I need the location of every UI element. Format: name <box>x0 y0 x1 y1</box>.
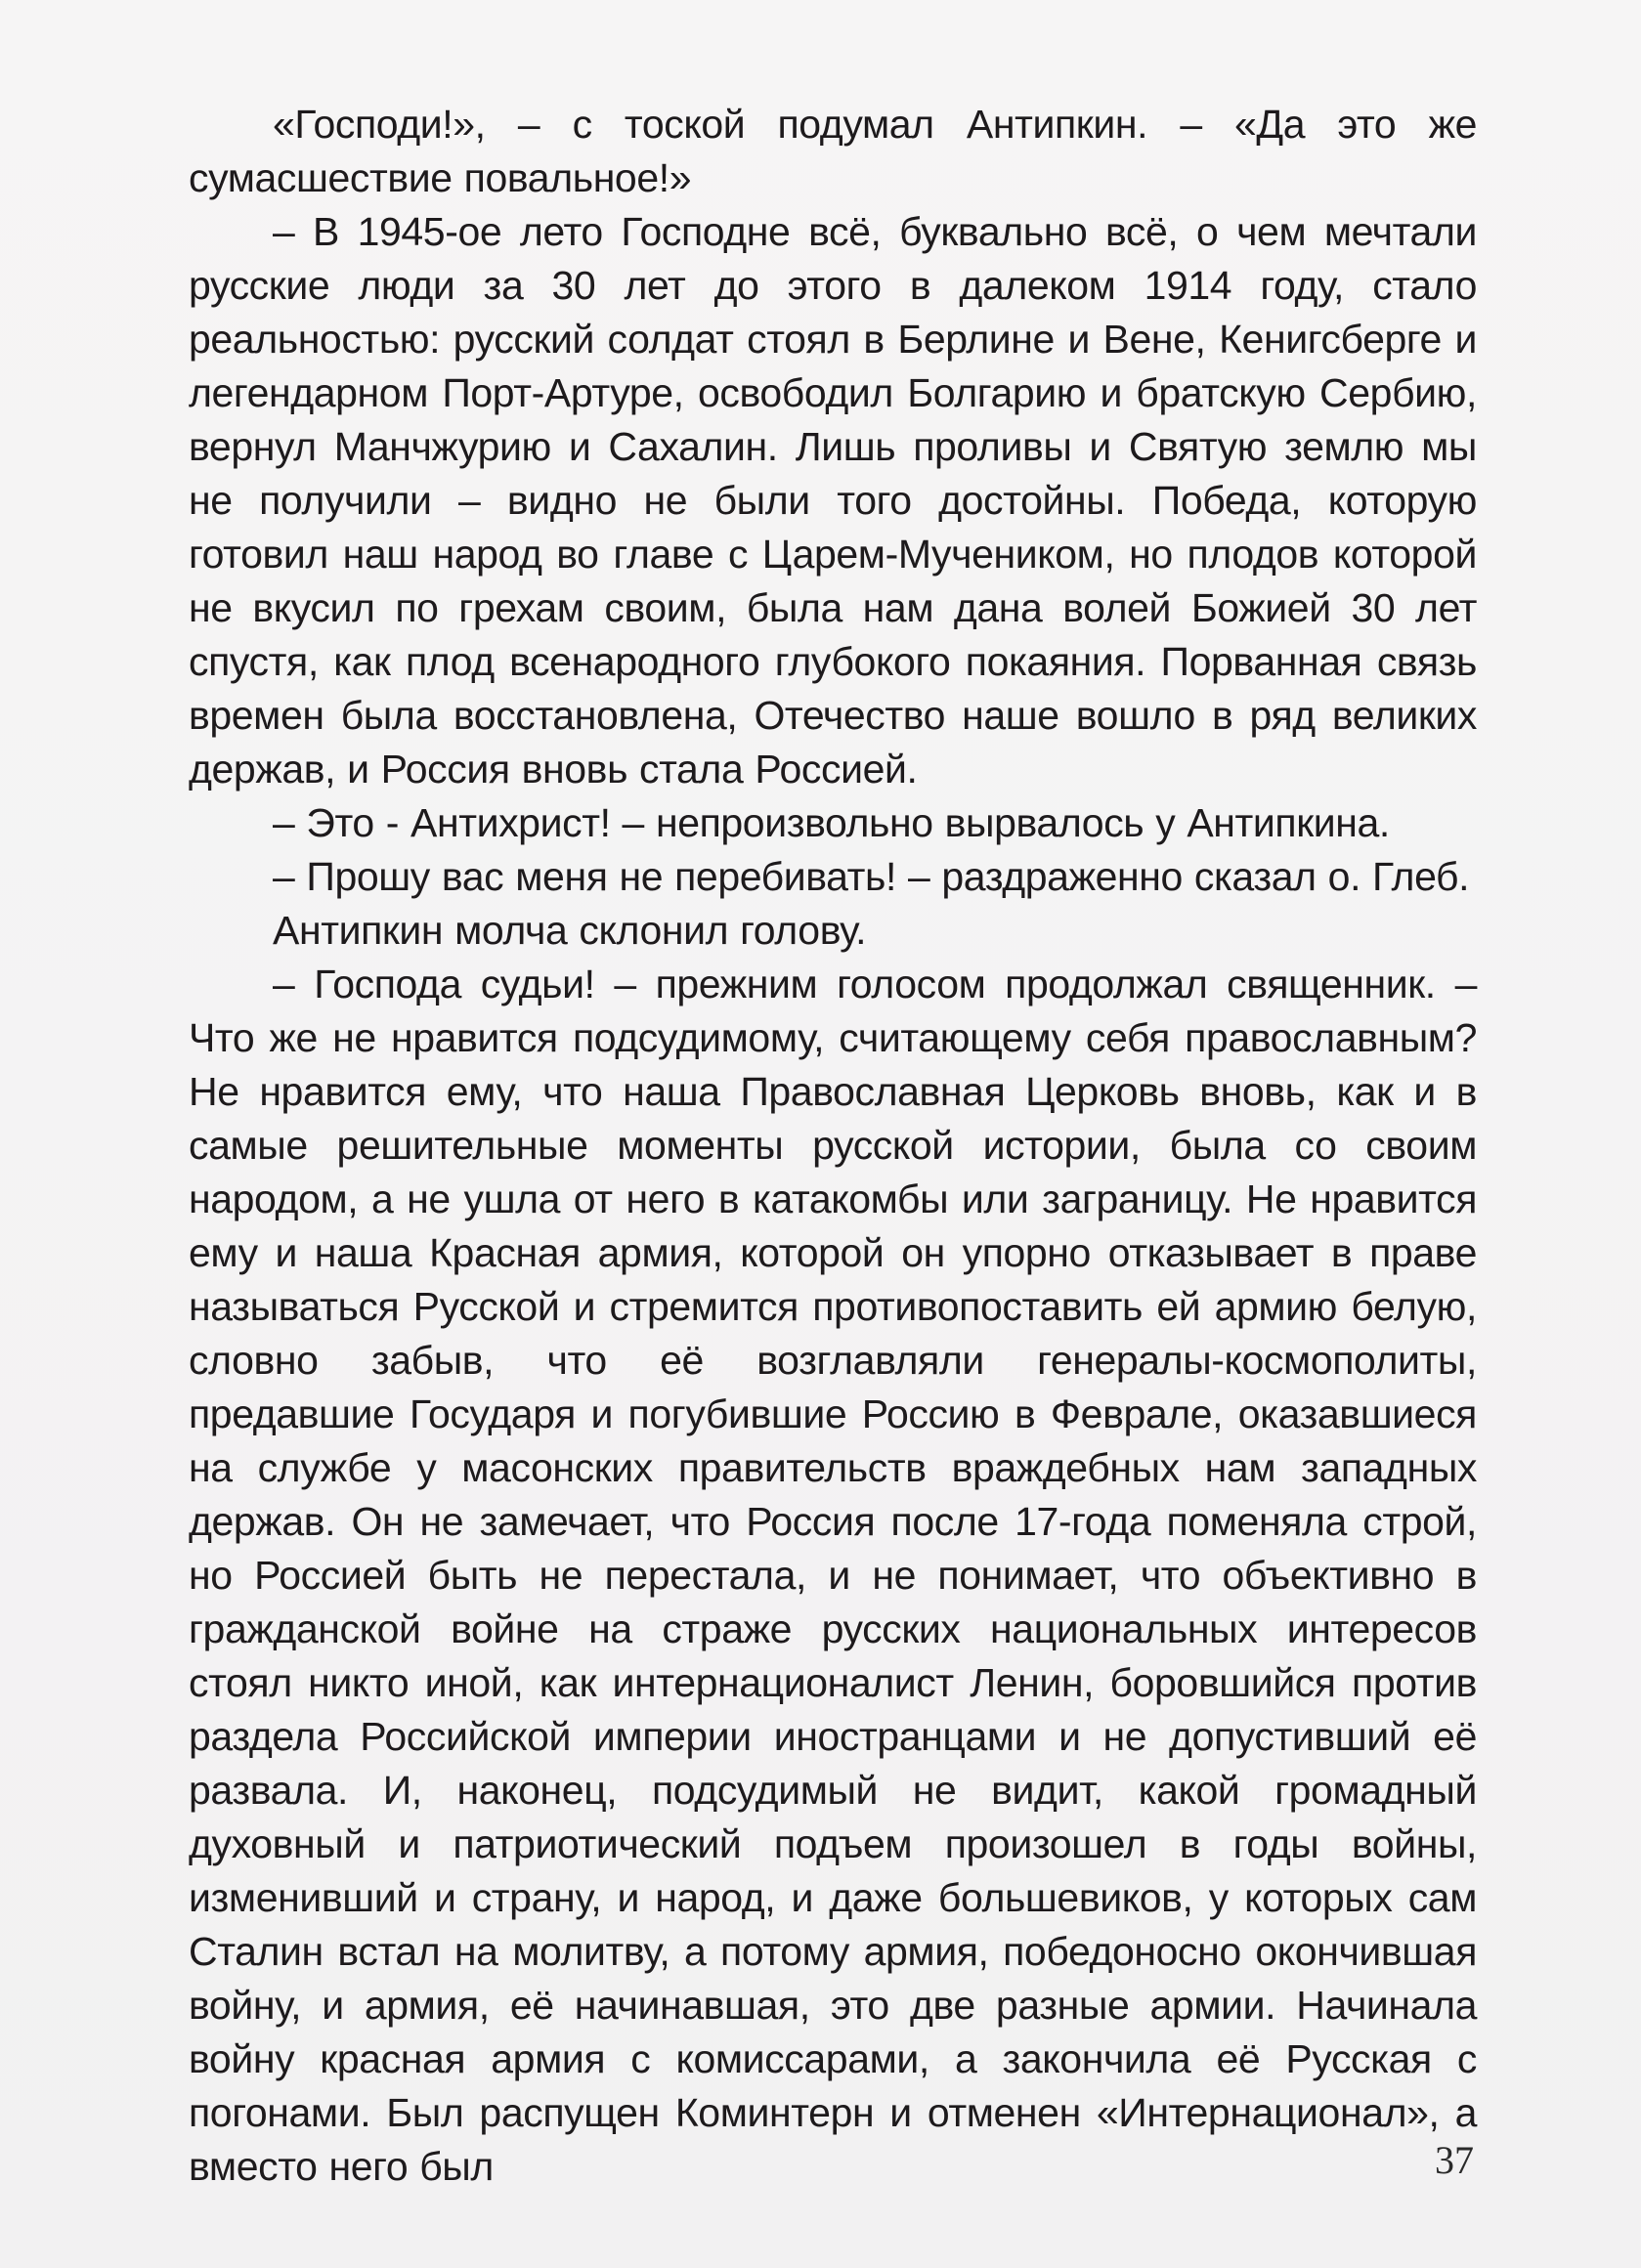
paragraph: – Прошу вас меня не перебивать! – раздраженно сказал о. Глеб. <box>273 854 1470 899</box>
page-number: 37 <box>1435 2138 1474 2182</box>
paragraph: – Господа судьи! – прежним голосом продолжал священник. – Что же не нравится подсудимому, считающему себя православным? Не нравится ему, что наша Православная Церковь вновь, как и в самые решительные моменты русской истории, была со своим народом, а не ушла от него в катакомбы или заграницу. Не нравится ему и наша Красная армия, которой он упорно отказывает в праве называться Русской и стремится противопоставить ей армию белую, словно забыв, что её возглавляли генералы-космополиты, предавшие Государя и погубившие Россию в Феврале, оказавшиеся на службе у масонских правительств враждебных нам западных держав. Он не замечает, что Россия после 17-года поменяла строй, но Россией быть не перестала, и не понимает, что объективно в гражданской войне на страже русских национальных интересов стоял никто иной, как интернационалист Ленин, боровшийся против раздела Российской империи иностранцами и не допустивший её развала. И, наконец, подсудимый не видит, какой громадный духовный и патриотический подъем произошел в годы войны, изменивший и страну, и народ, и даже большевиков, у которых сам Сталин встал на молитву, а потому армия, победоносно окончившая войну, и армия, её начинавшая, это две разные армии. Начинала войну красная армия с комиссарами, а закончила её Русская с погонами. Был распущен Коминтерн и отменен «Интернационал», а вместо него был <box>189 962 1477 2189</box>
paragraph: – Это - Антихрист! – непроизвольно вырвалось у Антипкина. <box>273 800 1390 845</box>
paragraph: – В 1945-ое лето Господне всё, буквально всё, о чем мечтали русские люди за 30 лет до этого в далеком 1914 году, стало реальностью: русский солдат стоял в Берлине и Вене, Кенигсберге и легендарном Порт-Артуре, освободил Болгарию и братскую Сербию, вернул Манчжурию и Сахалин. Лишь проливы и Святую землю мы не получили – видно не были того достойны. Победа, которую готовил наш народ во главе с Царем-Мучеником, но плодов которой не вкусил по грехам своим, была нам дана волей Божией 30 лет спустя, как плод всенародного глубокого покаяния. Порванная связь времен была восстановлена, Отечество наше вошло в ряд великих держав, и Россия вновь стала Россией. <box>189 209 1477 792</box>
page-body-text <box>189 98 1477 2194</box>
paragraph: «Господи!», – с тоской подумал Антипкин. – «Да это же сумасшествие повальное!» <box>189 102 1477 200</box>
paragraph: Антипкин молча склонил голову. <box>273 908 867 953</box>
